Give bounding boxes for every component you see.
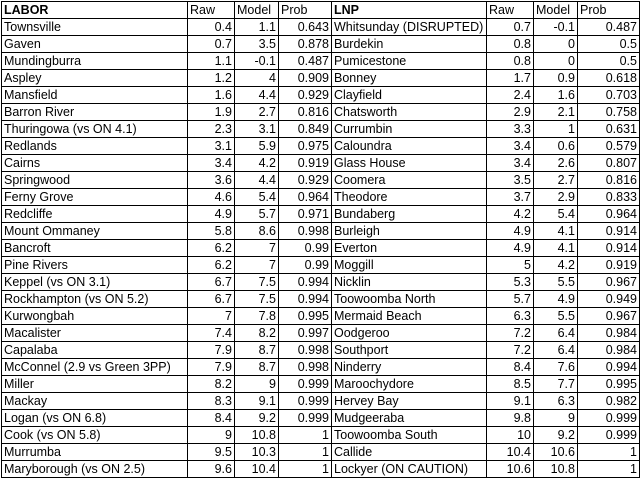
lnp-raw-cell: 6.3: [487, 308, 534, 325]
labor-model-cell: 9: [235, 376, 279, 393]
lnp-model-cell: 4.1: [534, 240, 578, 257]
table-row: [2, 155, 640, 172]
table-row: [2, 274, 640, 291]
lnp-prob-cell: 0.994: [578, 359, 640, 376]
lnp-prob-cell: 0.631: [578, 121, 640, 138]
labor-seat-cell: Townsville: [2, 19, 188, 36]
lnp-seat-cell: Currumbin: [332, 121, 487, 138]
lnp-seat-cell: Pumicestone: [332, 53, 487, 70]
labor-prob-cell: 0.994: [279, 274, 332, 291]
labor-prob-cell: 0.643: [279, 19, 332, 36]
labor-seat-cell: Logan (vs ON 6.8): [2, 410, 188, 427]
lnp-prob-cell: 0.807: [578, 155, 640, 172]
labor-model-cell: 2.7: [235, 104, 279, 121]
lnp-model-cell: 10.8: [534, 461, 578, 478]
labor-model-cell: 10.8: [235, 427, 279, 444]
lnp-raw-cell: 9.8: [487, 410, 534, 427]
labor-model-cell: 5.9: [235, 138, 279, 155]
labor-raw-cell: 0.7: [188, 36, 235, 53]
labor-prob-cell: 0.971: [279, 206, 332, 223]
labor-prob-cell: 0.929: [279, 172, 332, 189]
labor-raw-cell: 4.6: [188, 189, 235, 206]
lnp-raw-header: Raw: [487, 2, 534, 19]
lnp-seat-cell: Everton: [332, 240, 487, 257]
labor-seat-cell: Thuringowa (vs ON 4.1): [2, 121, 188, 138]
table-row: [2, 257, 640, 274]
lnp-model-cell: 4.2: [534, 257, 578, 274]
labor-raw-cell: 7: [188, 308, 235, 325]
labor-raw-cell: 9.6: [188, 461, 235, 478]
lnp-seat-cell: Moggill: [332, 257, 487, 274]
lnp-raw-cell: 0.8: [487, 36, 534, 53]
lnp-raw-cell: 3.3: [487, 121, 534, 138]
labor-prob-cell: 0.849: [279, 121, 332, 138]
labor-raw-cell: 9: [188, 427, 235, 444]
labor-seat-cell: Mount Ommaney: [2, 223, 188, 240]
lnp-raw-cell: 9.1: [487, 393, 534, 410]
lnp-raw-cell: 8.4: [487, 359, 534, 376]
lnp-raw-cell: 0.8: [487, 53, 534, 70]
labor-raw-cell: 1.6: [188, 87, 235, 104]
lnp-model-cell: 6.3: [534, 393, 578, 410]
table-row: [2, 189, 640, 206]
lnp-raw-cell: 5.7: [487, 291, 534, 308]
lnp-prob-cell: 0.914: [578, 223, 640, 240]
labor-prob-cell: 0.99: [279, 257, 332, 274]
labor-seat-cell: Murrumba: [2, 444, 188, 461]
lnp-model-header: Model: [534, 2, 578, 19]
lnp-seat-cell: Chatsworth: [332, 104, 487, 121]
table-row: [2, 53, 640, 70]
lnp-seat-cell: Maroochydore: [332, 376, 487, 393]
lnp-raw-cell: 7.2: [487, 342, 534, 359]
lnp-prob-cell: 0.964: [578, 206, 640, 223]
lnp-model-cell: 4.9: [534, 291, 578, 308]
labor-seat-cell: Redlands: [2, 138, 188, 155]
lnp-prob-cell: 0.618: [578, 70, 640, 87]
lnp-seat-cell: Toowoomba North: [332, 291, 487, 308]
labor-model-cell: 8.7: [235, 342, 279, 359]
labor-seat-cell: Gaven: [2, 36, 188, 53]
labor-seat-cell: McConnel (2.9 vs Green 3PP): [2, 359, 188, 376]
table-row: [2, 410, 640, 427]
table-row: [2, 444, 640, 461]
lnp-raw-cell: 3.4: [487, 155, 534, 172]
labor-model-cell: 7: [235, 257, 279, 274]
lnp-raw-cell: 3.4: [487, 138, 534, 155]
labor-model-cell: 7.5: [235, 291, 279, 308]
lnp-model-cell: -0.1: [534, 19, 578, 36]
table-row: [2, 223, 640, 240]
lnp-seat-cell: Clayfield: [332, 87, 487, 104]
lnp-model-cell: 5.5: [534, 308, 578, 325]
lnp-raw-cell: 10: [487, 427, 534, 444]
labor-model-cell: 8.7: [235, 359, 279, 376]
labor-model-cell: 7: [235, 240, 279, 257]
lnp-raw-cell: 1.7: [487, 70, 534, 87]
lnp-prob-cell: 0.984: [578, 342, 640, 359]
lnp-header: LNP: [332, 2, 487, 19]
lnp-raw-cell: 10.6: [487, 461, 534, 478]
lnp-raw-cell: 5.3: [487, 274, 534, 291]
lnp-seat-cell: Bundaberg: [332, 206, 487, 223]
labor-raw-cell: 6.7: [188, 274, 235, 291]
labor-model-cell: 1.1: [235, 19, 279, 36]
labor-seat-cell: Mansfield: [2, 87, 188, 104]
lnp-model-cell: 10.6: [534, 444, 578, 461]
labor-prob-cell: 0.487: [279, 53, 332, 70]
lnp-model-cell: 1: [534, 121, 578, 138]
lnp-seat-cell: Toowoomba South: [332, 427, 487, 444]
labor-seat-cell: Mundingburra: [2, 53, 188, 70]
labor-model-cell: 5.7: [235, 206, 279, 223]
lnp-seat-cell: Burdekin: [332, 36, 487, 53]
lnp-prob-cell: 0.949: [578, 291, 640, 308]
labor-model-cell: 9.1: [235, 393, 279, 410]
labor-model-cell: 4: [235, 70, 279, 87]
lnp-raw-cell: 2.9: [487, 104, 534, 121]
labor-prob-cell: 0.975: [279, 138, 332, 155]
labor-seat-cell: Pine Rivers: [2, 257, 188, 274]
labor-raw-cell: 1.9: [188, 104, 235, 121]
labor-seat-cell: Cook (vs ON 5.8): [2, 427, 188, 444]
table-row: [2, 359, 640, 376]
labor-seat-cell: Redcliffe: [2, 206, 188, 223]
lnp-prob-cell: 0.967: [578, 274, 640, 291]
labor-prob-cell: 1: [279, 444, 332, 461]
lnp-prob-cell: 0.999: [578, 410, 640, 427]
table-row: [2, 393, 640, 410]
labor-seat-cell: Keppel (vs ON 3.1): [2, 274, 188, 291]
labor-model-cell: -0.1: [235, 53, 279, 70]
lnp-seat-cell: Hervey Bay: [332, 393, 487, 410]
lnp-prob-cell: 0.816: [578, 172, 640, 189]
labor-raw-cell: 9.5: [188, 444, 235, 461]
labor-header: LABOR: [2, 2, 188, 19]
table-row: [2, 172, 640, 189]
lnp-prob-cell: 0.703: [578, 87, 640, 104]
labor-prob-cell: 1: [279, 461, 332, 478]
lnp-prob-cell: 1: [578, 461, 640, 478]
labor-raw-header: Raw: [188, 2, 235, 19]
lnp-model-cell: 0: [534, 53, 578, 70]
lnp-raw-cell: 2.4: [487, 87, 534, 104]
lnp-seat-cell: Mermaid Beach: [332, 308, 487, 325]
lnp-model-cell: 0: [534, 36, 578, 53]
lnp-seat-cell: Caloundra: [332, 138, 487, 155]
labor-raw-cell: 0.4: [188, 19, 235, 36]
table-row: [2, 240, 640, 257]
labor-prob-cell: 0.999: [279, 376, 332, 393]
lnp-model-cell: 9.2: [534, 427, 578, 444]
lnp-raw-cell: 4.2: [487, 206, 534, 223]
seat-margins-table: [1, 1, 640, 478]
lnp-raw-cell: 5: [487, 257, 534, 274]
labor-raw-cell: 3.4: [188, 155, 235, 172]
lnp-seat-cell: Ninderry: [332, 359, 487, 376]
labor-prob-cell: 0.999: [279, 410, 332, 427]
table-row: [2, 376, 640, 393]
lnp-prob-cell: 0.919: [578, 257, 640, 274]
labor-raw-cell: 8.2: [188, 376, 235, 393]
lnp-prob-cell: 1: [578, 444, 640, 461]
labor-prob-cell: 0.919: [279, 155, 332, 172]
labor-raw-cell: 7.9: [188, 359, 235, 376]
labor-model-header: Model: [235, 2, 279, 19]
lnp-prob-cell: 0.833: [578, 189, 640, 206]
lnp-seat-cell: Oodgeroo: [332, 325, 487, 342]
lnp-seat-cell: Mudgeeraba: [332, 410, 487, 427]
lnp-raw-cell: 7.2: [487, 325, 534, 342]
labor-raw-cell: 4.9: [188, 206, 235, 223]
table-row: [2, 342, 640, 359]
table-row: [2, 104, 640, 121]
labor-raw-cell: 7.4: [188, 325, 235, 342]
lnp-model-cell: 9: [534, 410, 578, 427]
labor-prob-cell: 0.995: [279, 308, 332, 325]
labor-prob-cell: 0.878: [279, 36, 332, 53]
labor-seat-cell: Cairns: [2, 155, 188, 172]
labor-model-cell: 10.4: [235, 461, 279, 478]
lnp-seat-cell: Whitsunday (DISRUPTED): [332, 19, 487, 36]
lnp-seat-cell: Bonney: [332, 70, 487, 87]
lnp-prob-cell: 0.487: [578, 19, 640, 36]
lnp-prob-cell: 0.5: [578, 53, 640, 70]
labor-raw-cell: 6.2: [188, 257, 235, 274]
labor-seat-cell: Bancroft: [2, 240, 188, 257]
lnp-prob-cell: 0.999: [578, 427, 640, 444]
labor-seat-cell: Rockhampton (vs ON 5.2): [2, 291, 188, 308]
labor-seat-cell: Springwood: [2, 172, 188, 189]
lnp-model-cell: 5.5: [534, 274, 578, 291]
labor-prob-cell: 1: [279, 427, 332, 444]
labor-seat-cell: Maryborough (vs ON 2.5): [2, 461, 188, 478]
labor-prob-cell: 0.994: [279, 291, 332, 308]
labor-seat-cell: Kurwongbah: [2, 308, 188, 325]
labor-raw-cell: 3.6: [188, 172, 235, 189]
lnp-prob-cell: 0.984: [578, 325, 640, 342]
labor-model-cell: 3.1: [235, 121, 279, 138]
labor-model-cell: 9.2: [235, 410, 279, 427]
lnp-model-cell: 0.9: [534, 70, 578, 87]
labor-raw-cell: 5.8: [188, 223, 235, 240]
labor-raw-cell: 2.3: [188, 121, 235, 138]
table-row: [2, 87, 640, 104]
labor-model-cell: 10.3: [235, 444, 279, 461]
labor-raw-cell: 1.1: [188, 53, 235, 70]
table-row: [2, 427, 640, 444]
lnp-seat-cell: Nicklin: [332, 274, 487, 291]
labor-model-cell: 4.4: [235, 87, 279, 104]
header-row: [2, 2, 640, 19]
labor-raw-cell: 3.1: [188, 138, 235, 155]
labor-raw-cell: 1.2: [188, 70, 235, 87]
labor-raw-cell: 7.9: [188, 342, 235, 359]
lnp-model-cell: 5.4: [534, 206, 578, 223]
lnp-model-cell: 4.1: [534, 223, 578, 240]
labor-model-cell: 3.5: [235, 36, 279, 53]
lnp-model-cell: 2.7: [534, 172, 578, 189]
table-row: [2, 70, 640, 87]
labor-model-cell: 4.4: [235, 172, 279, 189]
labor-prob-cell: 0.998: [279, 342, 332, 359]
table-row: [2, 121, 640, 138]
lnp-prob-header: Prob: [578, 2, 640, 19]
labor-model-cell: 4.2: [235, 155, 279, 172]
labor-model-cell: 8.2: [235, 325, 279, 342]
lnp-seat-cell: Theodore: [332, 189, 487, 206]
labor-seat-cell: Mackay: [2, 393, 188, 410]
lnp-prob-cell: 0.967: [578, 308, 640, 325]
table-row: [2, 206, 640, 223]
lnp-seat-cell: Coomera: [332, 172, 487, 189]
labor-prob-cell: 0.964: [279, 189, 332, 206]
lnp-raw-cell: 4.9: [487, 223, 534, 240]
table-row: [2, 291, 640, 308]
labor-raw-cell: 6.2: [188, 240, 235, 257]
lnp-prob-cell: 0.758: [578, 104, 640, 121]
table-row: [2, 138, 640, 155]
lnp-raw-cell: 8.5: [487, 376, 534, 393]
table-row: [2, 36, 640, 53]
labor-prob-cell: 0.997: [279, 325, 332, 342]
lnp-model-cell: 7.6: [534, 359, 578, 376]
lnp-model-cell: 2.9: [534, 189, 578, 206]
lnp-prob-cell: 0.579: [578, 138, 640, 155]
labor-model-cell: 8.6: [235, 223, 279, 240]
lnp-prob-cell: 0.5: [578, 36, 640, 53]
lnp-raw-cell: 10.4: [487, 444, 534, 461]
labor-seat-cell: Barron River: [2, 104, 188, 121]
table-row: [2, 461, 640, 478]
labor-model-cell: 5.4: [235, 189, 279, 206]
lnp-model-cell: 6.4: [534, 325, 578, 342]
lnp-raw-cell: 0.7: [487, 19, 534, 36]
lnp-raw-cell: 4.9: [487, 240, 534, 257]
labor-seat-cell: Miller: [2, 376, 188, 393]
lnp-seat-cell: Glass House: [332, 155, 487, 172]
labor-prob-cell: 0.999: [279, 393, 332, 410]
lnp-model-cell: 2.6: [534, 155, 578, 172]
labor-seat-cell: Capalaba: [2, 342, 188, 359]
lnp-seat-cell: Lockyer (ON CAUTION): [332, 461, 487, 478]
lnp-model-cell: 0.6: [534, 138, 578, 155]
lnp-prob-cell: 0.982: [578, 393, 640, 410]
lnp-seat-cell: Southport: [332, 342, 487, 359]
labor-raw-cell: 6.7: [188, 291, 235, 308]
labor-raw-cell: 8.3: [188, 393, 235, 410]
lnp-prob-cell: 0.995: [578, 376, 640, 393]
labor-model-cell: 7.8: [235, 308, 279, 325]
lnp-model-cell: 1.6: [534, 87, 578, 104]
labor-prob-cell: 0.998: [279, 359, 332, 376]
lnp-model-cell: 7.7: [534, 376, 578, 393]
labor-prob-cell: 0.998: [279, 223, 332, 240]
labor-seat-cell: Aspley: [2, 70, 188, 87]
labor-model-cell: 7.5: [235, 274, 279, 291]
lnp-raw-cell: 3.7: [487, 189, 534, 206]
table-row: [2, 19, 640, 36]
lnp-prob-cell: 0.914: [578, 240, 640, 257]
lnp-raw-cell: 3.5: [487, 172, 534, 189]
labor-seat-cell: Macalister: [2, 325, 188, 342]
labor-raw-cell: 8.4: [188, 410, 235, 427]
lnp-seat-cell: Callide: [332, 444, 487, 461]
table-row: [2, 325, 640, 342]
labor-prob-header: Prob: [279, 2, 332, 19]
labor-seat-cell: Ferny Grove: [2, 189, 188, 206]
lnp-model-cell: 6.4: [534, 342, 578, 359]
table-row: [2, 308, 640, 325]
labor-prob-cell: 0.909: [279, 70, 332, 87]
labor-prob-cell: 0.929: [279, 87, 332, 104]
lnp-seat-cell: Burleigh: [332, 223, 487, 240]
lnp-model-cell: 2.1: [534, 104, 578, 121]
labor-prob-cell: 0.816: [279, 104, 332, 121]
labor-prob-cell: 0.99: [279, 240, 332, 257]
